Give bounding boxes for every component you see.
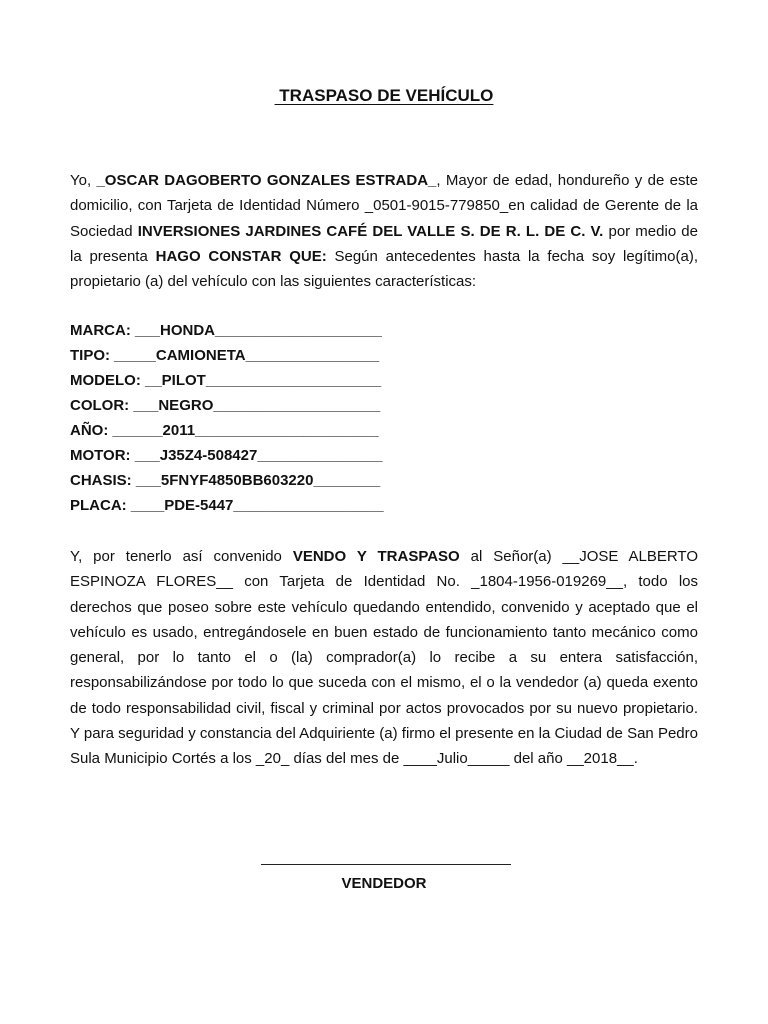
- transfer-text-1: Y, por tenerlo así convenido: [70, 548, 293, 565]
- declaration-phrase: HAGO CONSTAR QUE:: [155, 247, 327, 265]
- spec-placa: PLACA: ____PDE-5447__________________: [70, 497, 384, 514]
- spec-motor: MOTOR: ___J35Z4-508427_______________: [70, 447, 383, 464]
- signature-label: VENDEDOR: [341, 875, 427, 892]
- spec-marca: MARCA: ___HONDA____________________: [70, 322, 382, 339]
- owner-name: _OSCAR DAGOBERTO GONZALES ESTRADA_: [96, 172, 437, 189]
- spec-color: COLOR: ___NEGRO____________________: [70, 397, 381, 414]
- transfer-action: VENDO Y TRASPASO: [292, 548, 460, 565]
- intro-paragraph: [70, 168, 698, 294]
- company-name: INVERSIONES JARDINES CAFÉ DEL VALLE S. DE R. L. DE C. V.: [137, 222, 604, 240]
- spec-ano: AÑO: ______2011______________________: [70, 422, 379, 439]
- intro-text-3: por medio de la presenta: [70, 222, 698, 265]
- intro-text-4: Según antecedentes hasta la fecha soy legítimo(a), propietario (a) del vehículo con las siguientes características:: [70, 247, 699, 291]
- spec-tipo: TIPO: _____CAMIONETA________________: [70, 347, 380, 364]
- signature-line: [261, 864, 511, 865]
- intro-text-1: Yo,: [70, 172, 97, 189]
- document-title: TRASPASO DE VEHÍCULO: [274, 86, 494, 105]
- vehicle-specs: [70, 318, 470, 518]
- spec-chasis: CHASIS: ___5FNYF4850BB603220________: [70, 472, 381, 489]
- transfer-text-2: al Señor(a) __JOSE ALBERTO ESPINOZA FLORES__ con Tarjeta de Identidad No. _1804-1956-019269__, todo los derechos que poseo sobre este vehículo quedando entendido, convenido y aceptado que el vehículo es usado, entregándosele en buen estado de funcionamiento tanto mecánico como general, por lo tanto el o (la) comprador(a) lo recibe a su entera satisfacción, responsabilizándose por todo lo que suceda con el mismo, el o la vendedor (a) queda exento de todo responsabilidad civil, fiscal y criminal por actos provocados por su nuevo propietario. Y para seguridad y constancia del Adquiriente (a) firmo el presente en la Ciudad de San Pedro Sula Municipio Cortés a los _20_ días del mes de ____Julio_____ del año __2018__.: [70, 548, 698, 768]
- spec-modelo: MODELO: __PILOT_____________________: [70, 372, 382, 389]
- transfer-paragraph: [70, 544, 698, 772]
- intro-text-2: , Mayor de edad, hondureño y de este domicilio, con Tarjeta de Identidad Número _0501-9015-779850_en calidad de Gerente de la Sociedad: [70, 172, 698, 240]
